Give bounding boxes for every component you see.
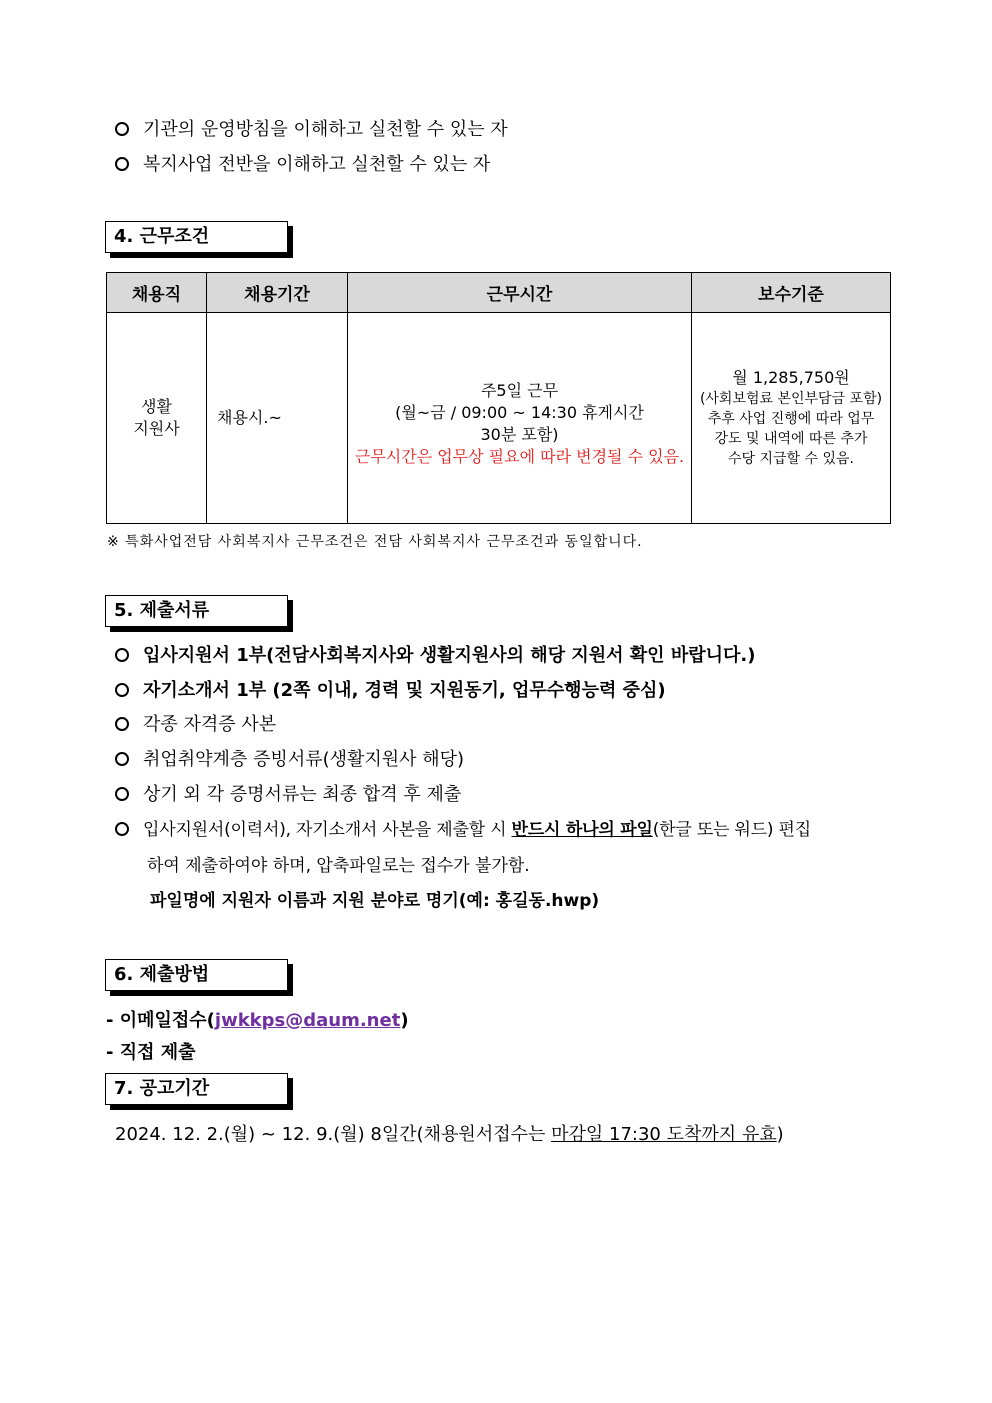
single-file-emphasis: 반드시 하나의 파일 (511, 820, 653, 840)
cell-pay: 월 1,285,750원 (사회보험료 본인부담금 포함) 추후 사업 진행에 따라 업무 강도 및 내역에 따른 추가 수당 지급할 수 있음. (692, 313, 891, 524)
document-item-continued: 하여 제출하여야 하며, 압축파일로는 접수가 불가함. (147, 856, 530, 876)
bullet-icon (115, 683, 129, 697)
email-submission: - 이메일접수(jwkkps@daum.net) (106, 1010, 409, 1031)
document-item: 자기소개서 1부 (2쪽 이내, 경력 및 지원동기, 업무수행능력 중심) (115, 678, 666, 704)
document-item: 상기 외 각 증명서류는 최종 합격 후 제출 (115, 782, 461, 808)
section-title-work-conditions: 4. 근무조건 (105, 221, 288, 253)
bullet-icon (115, 752, 129, 766)
table-row (107, 313, 891, 524)
bullet-icon (115, 122, 129, 136)
document-item: 입사지원서 1부(전담사회복지사와 생활지원사의 해당 지원서 확인 바랍니다.) (115, 643, 755, 669)
qualification-item: 기관의 운영방침을 이해하고 실천할 수 있는 자 (115, 117, 508, 143)
cell-hours: 주5일 근무 (월~금 / 09:00 ~ 14:30 휴게시간 30분 포함) 근무시간은 업무상 필요에 따라 변경될 수 있음. (348, 313, 692, 524)
bullet-icon (115, 157, 129, 171)
header-position: 채용직 (107, 273, 207, 313)
section-title-notice-period: 7. 공고기간 (105, 1073, 288, 1105)
footnote: ※ 특화사업전담 사회복지사 근무조건은 전담 사회복지사 근무조건과 동일합니다. (107, 534, 643, 550)
table-header-row (107, 273, 891, 313)
document-item: 입사지원서(이력서), 자기소개서 사본을 제출할 시 반드시 하나의 파일(한글 또는 워드) 편집 (115, 817, 811, 843)
header-period: 채용기간 (207, 273, 348, 313)
section-title-submission-method: 6. 제출방법 (105, 959, 288, 991)
filename-note: 파일명에 지원자 이름과 지원 분야로 명기(예: 홍길동.hwp) (150, 891, 600, 911)
bullet-icon (115, 822, 129, 836)
bullet-icon (115, 648, 129, 662)
header-pay: 보수기준 (692, 273, 891, 313)
work-conditions-table (106, 272, 891, 524)
cell-position: 생활 지원사 (107, 313, 207, 524)
document-item: 각종 자격증 사본 (115, 712, 276, 738)
deadline-emphasis: 마감일 17:30 도착까지 유효 (551, 1124, 777, 1145)
qualification-item: 복지사업 전반을 이해하고 실천할 수 있는 자 (115, 152, 490, 178)
email-link[interactable]: jwkkps@daum.net (214, 1010, 401, 1031)
cell-period: 채용시.~ (207, 313, 348, 524)
document-item: 취업취약계층 증빙서류(생활지원사 해당) (115, 747, 464, 773)
bullet-icon (115, 717, 129, 731)
header-hours: 근무시간 (348, 273, 692, 313)
notice-period-text: 2024. 12. 2.(월) ~ 12. 9.(월) 8일간(채용원서접수는 마감일 17:30 도착까지 유효) (115, 1124, 784, 1145)
section-title-documents: 5. 제출서류 (105, 595, 288, 627)
bullet-icon (115, 787, 129, 801)
direct-submission: - 직접 제출 (106, 1042, 196, 1063)
